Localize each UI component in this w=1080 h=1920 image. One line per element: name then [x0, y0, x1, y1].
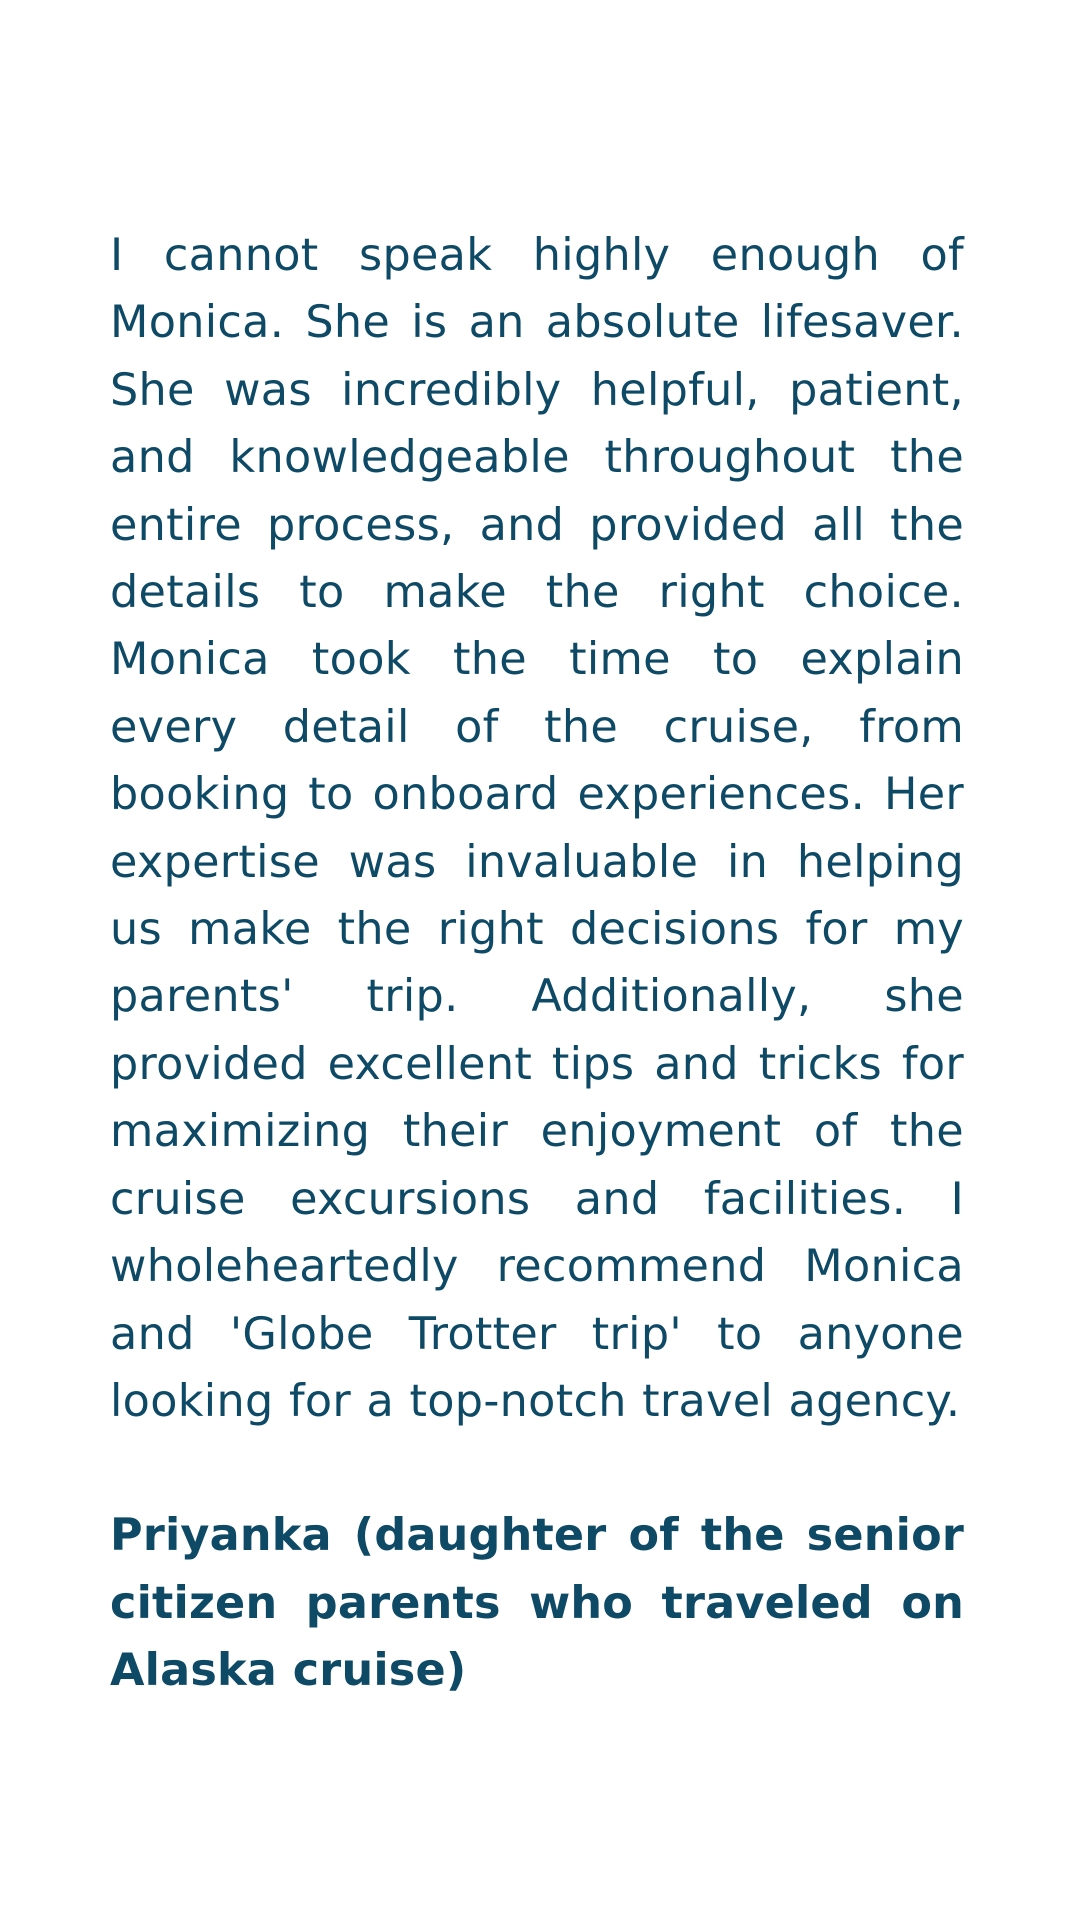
testimonial-text: I cannot speak highly enough of Monica. She is an absolute lifesaver. She was incredibly helpful, patient, and knowledgeable throughout the entire process, and provided all the details to make the right choice. Monica took the time to explain every detail of the cruise, from booking to onboard experiences. Her expertise was invaluable in helping us make the right decisions for my parents' trip. Additionally, she provided excellent tips and tricks for maximizing their enjoyment of the cruise excursions and facilities. I wholeheartedly recommend Monica and 'Globe Trotter trip' to anyone looking for a top-notch travel agency.	[110, 230, 964, 1427]
testimonial-card	[110, 222, 964, 1705]
testimonial-attribution: Priyanka (daughter of the senior citizen parents who traveled on Alaska cruise)	[110, 1510, 964, 1697]
